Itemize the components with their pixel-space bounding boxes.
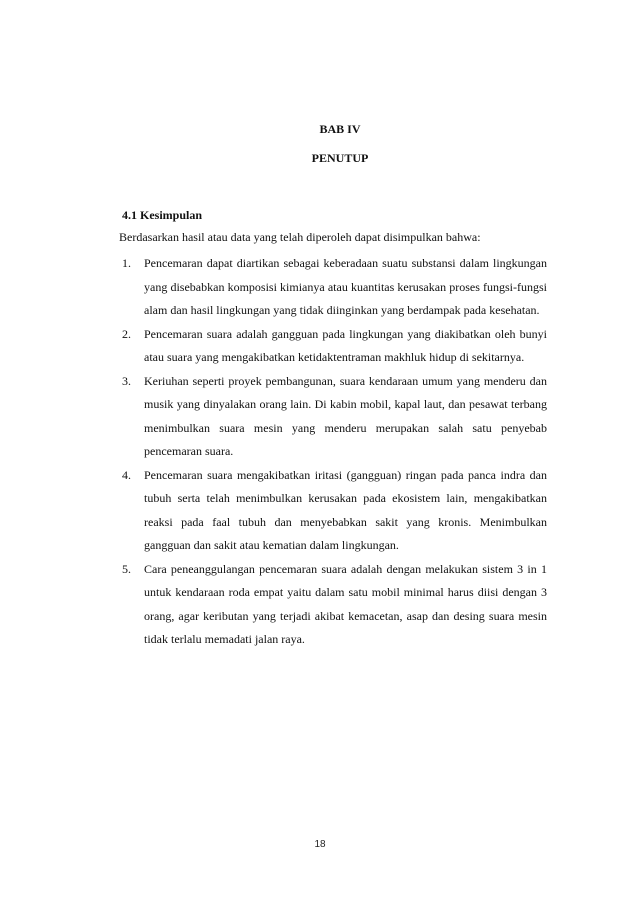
conclusion-list [122,252,547,652]
chapter-title: PENUTUP [311,151,369,165]
list-item-number: 3. [122,373,131,388]
list-item [122,252,547,323]
list-item-number: 1. [122,256,131,270]
list-item-text: Pencemaran suara mengakibatkan iritasi (gangguan) ringan pada panca indra dan tubuh serta telah menimbulkan kerusakan pada ekosistem lain, mengakibatkan reaksi pada faal tubuh dan menyebabkan sakit yang kronis. Menimbulkan gangguan dan sakit atau kematian dalam lingkungan. [144,467,547,552]
page-number: 18 [314,839,326,850]
list-item [122,323,547,370]
list-item [122,558,547,652]
list-item-number: 2. [122,326,131,341]
list-item-text: Keriuhan seperti proyek pembangunan, suara kendaraan umum yang menderu dan musik yang dinyalakan orang lain. Di kabin mobil, kapal laut, dan pesawat terbang menimbulkan suara mesin yang menderu merupakan salah satu penyebab pencemaran suara. [144,373,547,458]
list-item [122,464,547,558]
list-item-text: Pencemaran dapat diartikan sebagai keberadaan suatu substansi dalam lingkungan yang disebabkan komposisi kimianya atau kuantitas kerusakan proses fungsi-fungsi alam dan hasil lingkungan yang tidak diinginkan yang berdampak pada kesehatan. [144,256,547,317]
list-item-number: 5. [122,561,131,576]
list-item-text: Cara peneanggulangan pencemaran suara adalah dengan melakukan sistem 3 in 1 untuk kendaraan roda empat yaitu dalam satu mobil minimal harus diisi dengan 3 orang, agar keributan yang terjadi akibat kemacetan, asap dan desing suara mesin tidak terlalu memadati jalan raya. [144,561,547,646]
list-item [122,370,547,464]
chapter-label: BAB IV [319,122,361,136]
list-item-number: 4. [122,467,131,482]
section-heading: 4.1 Kesimpulan [122,208,203,222]
intro-paragraph: Berdasarkan hasil atau data yang telah diperoleh dapat disimpulkan bahwa: [119,230,481,244]
list-item-text: Pencemaran suara adalah gangguan pada lingkungan yang diakibatkan oleh bunyi atau suara yang mengakibatkan ketidaktentraman makhluk hidup di sekitarnya. [144,326,547,364]
